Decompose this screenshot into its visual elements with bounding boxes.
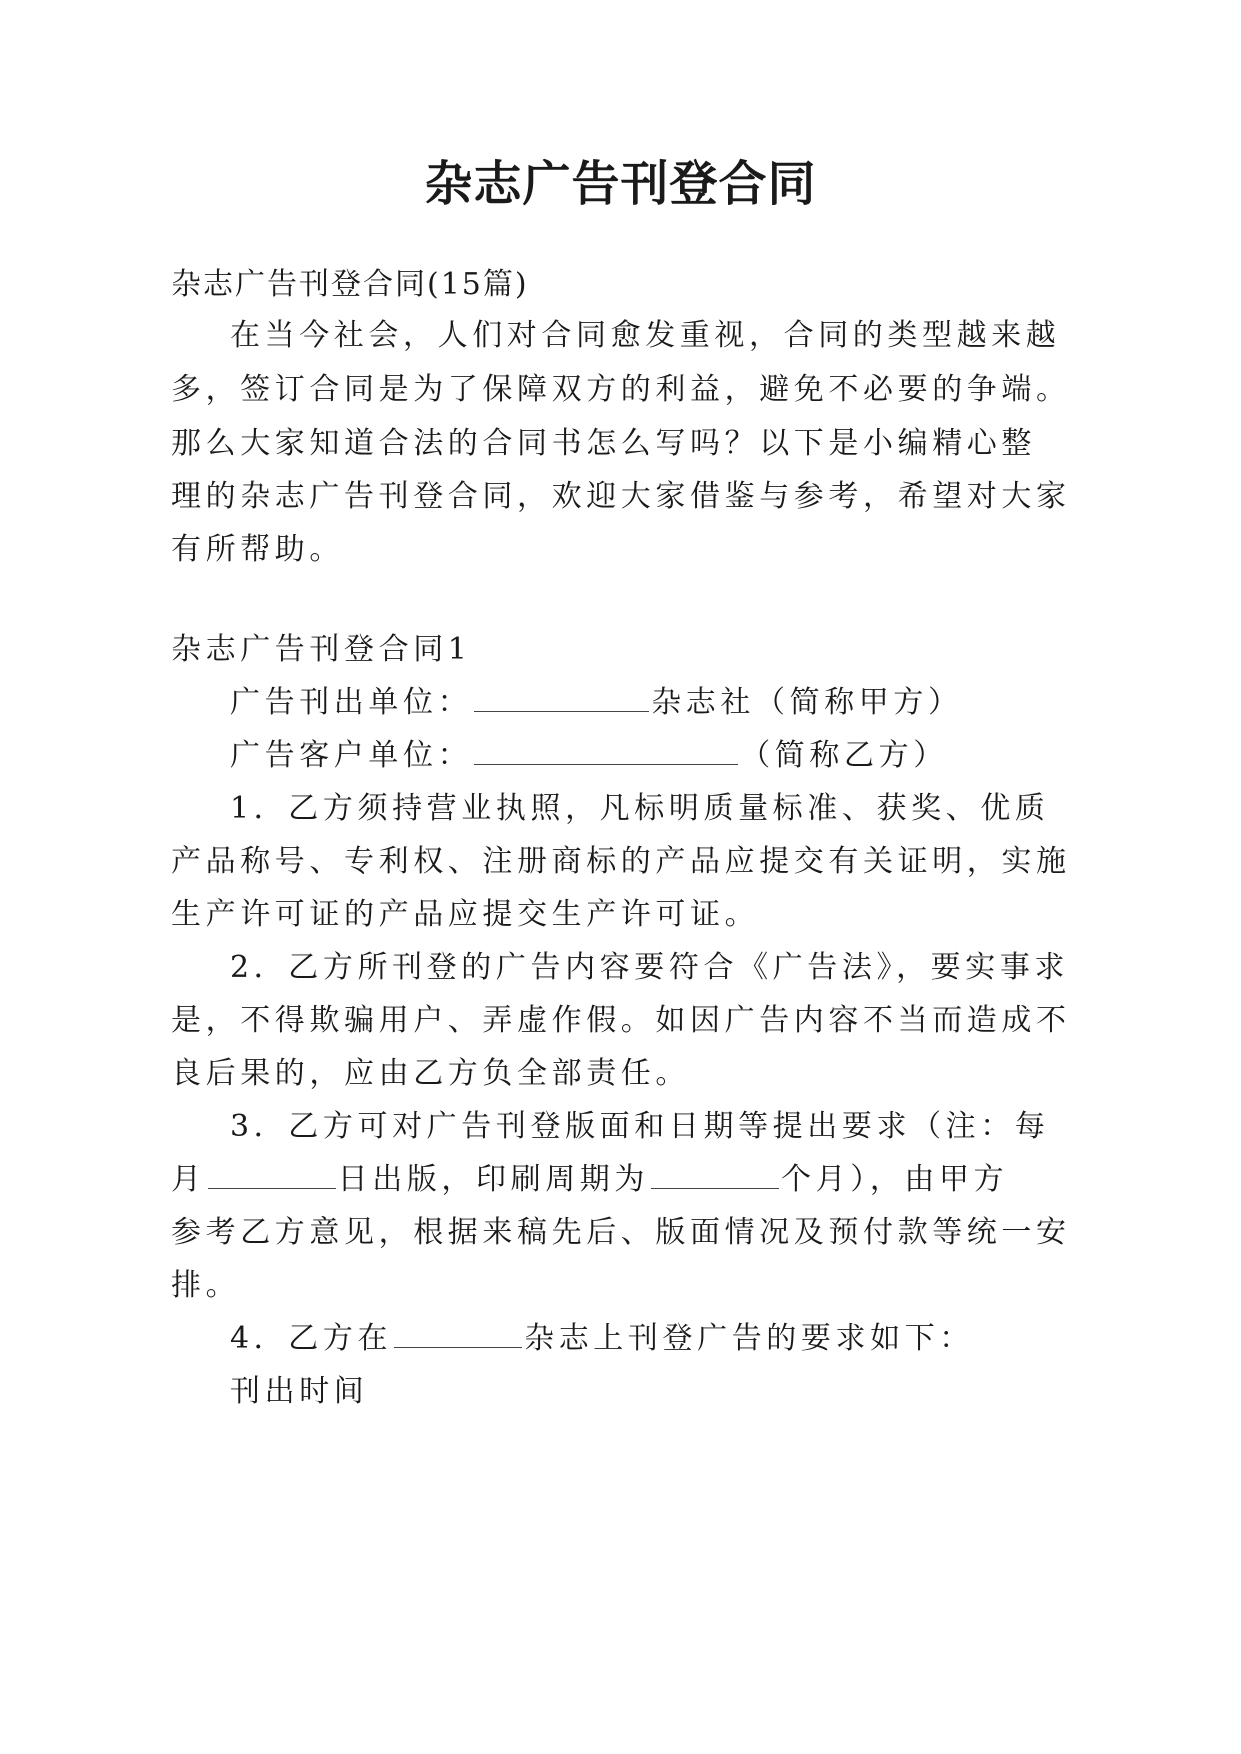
client-suffix: （简称乙方） xyxy=(740,738,948,773)
clause3-line-4: 排。 xyxy=(171,1268,241,1303)
client-line xyxy=(230,736,948,776)
publisher-label: 广告刊出单位： xyxy=(230,685,473,720)
clause2-line-2: 是，不得欺骗用户、弄虚作假。如因广告内容不当而造成不 xyxy=(171,1003,1071,1038)
magazine-name-blank xyxy=(394,1321,522,1348)
intro-line-3: 那么大家知道合法的合同书怎么写吗？以下是小编精心整 xyxy=(171,426,1036,461)
clause4-line xyxy=(230,1319,974,1359)
publisher-suffix: 杂志社（简称甲方） xyxy=(651,685,963,720)
intro-line-5: 有所帮助。 xyxy=(171,532,344,567)
clause1-line-2: 产品称号、专利权、注册商标的产品应提交有关证明，实施 xyxy=(171,844,1071,879)
intro-line-2: 多，签订合同是为了保障双方的利益，避免不必要的争端。 xyxy=(171,372,1071,407)
clause3-line-3: 参考乙方意见，根据来稿先后、版面情况及预付款等统一安 xyxy=(171,1215,1071,1250)
clause3-month-label: 月 xyxy=(171,1162,206,1197)
clause3-cycle-label: 日出版，印刷周期为 xyxy=(337,1162,650,1197)
client-blank xyxy=(474,738,738,765)
section-heading: 杂志广告刊登合同1 xyxy=(171,632,472,667)
print-cycle-blank xyxy=(651,1162,779,1189)
clause4-suffix: 杂志上刊登广告的要求如下： xyxy=(524,1321,974,1356)
clause3-line-2 xyxy=(171,1160,1008,1200)
document-subtitle: 杂志广告刊登合同(15篇) xyxy=(171,267,529,302)
client-label: 广告客户单位： xyxy=(230,738,473,773)
intro-line-4: 理的杂志广告刊登合同，欢迎大家借鉴与参考，希望对大家 xyxy=(171,479,1071,514)
publish-time-label: 刊出时间 xyxy=(230,1374,369,1409)
clause3-cycle-suffix: 个月），由甲方 xyxy=(781,1162,1009,1197)
clause1-line-3: 生产许可证的产品应提交生产许可证。 xyxy=(171,897,760,932)
publish-day-blank xyxy=(208,1162,336,1189)
clause1-line-1: 1．乙方须持营业执照，凡标明质量标准、获奖、优质 xyxy=(230,791,1050,826)
publisher-blank xyxy=(474,685,649,712)
clause2-line-3: 良后果的，应由乙方负全部责任。 xyxy=(171,1056,690,1091)
clause4-label: 4．乙方在 xyxy=(230,1321,393,1356)
intro-line-1: 在当今社会，人们对合同愈发重视，合同的类型越来越 xyxy=(230,318,1061,353)
document-title: 杂志广告刊登合同 xyxy=(424,156,817,212)
clause3-line-1: 3．乙方可对广告刊登版面和日期等提出要求（注：每 xyxy=(230,1109,1050,1144)
publisher-line xyxy=(230,683,963,723)
clause2-line-1: 2．乙方所刊登的广告内容要符合《广告法》，要实事求 xyxy=(230,950,1070,985)
